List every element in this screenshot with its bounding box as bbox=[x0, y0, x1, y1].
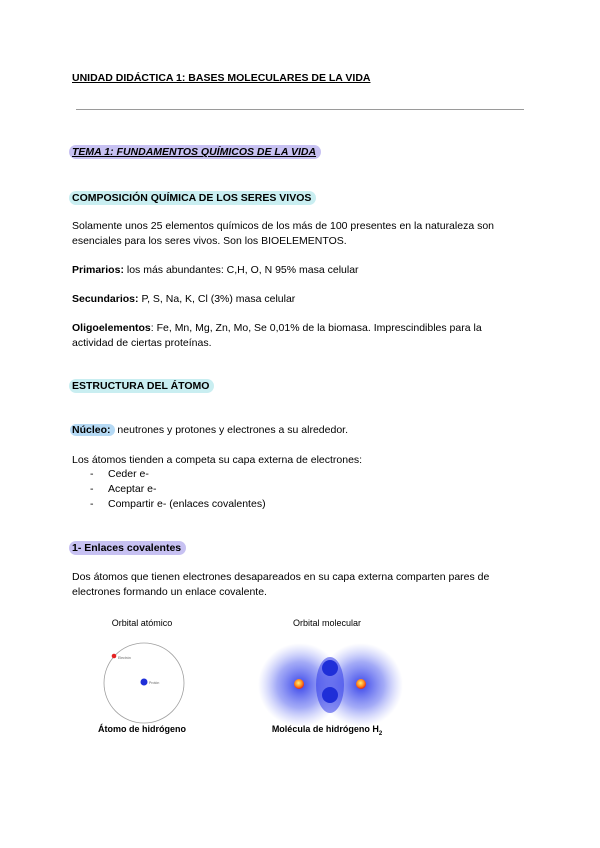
divider bbox=[76, 109, 524, 110]
right-caption-subscript: 2 bbox=[378, 731, 383, 737]
list-item: - Aceptar e- bbox=[72, 482, 528, 497]
enlaces-heading-text: 1- Enlaces covalentes bbox=[69, 541, 186, 555]
secundarios-paragraph bbox=[72, 292, 528, 307]
enlaces-line-2: electrones formando un enlace covalente. bbox=[72, 586, 267, 598]
nucleus-left bbox=[294, 679, 304, 689]
nucleo-text: neutrones y protones y electrones a su alrededor. bbox=[114, 424, 348, 436]
tema-title bbox=[72, 146, 321, 158]
intro-line-2: esenciales para los seres vivos. Son los BIOELEMENTOS. bbox=[72, 235, 347, 247]
unit-title: UNIDAD DIDÁCTICA 1: BASES MOLECULARES DE LA VIDA bbox=[72, 72, 371, 84]
right-caption bbox=[272, 724, 383, 737]
enlaces-line-1: Dos átomos que tienen electrones desapareados en su capa externa comparten pares de bbox=[72, 571, 490, 583]
shared-electron-cloud-top bbox=[322, 660, 338, 676]
list-item: - Compartir e- (enlaces covalentes) bbox=[72, 497, 528, 512]
nucleo-label: Núcleo: bbox=[70, 424, 115, 436]
left-caption: Átomo de hidrógeno bbox=[98, 724, 186, 734]
primarios-text: los más abundantes: C,H, O, N 95% masa celular bbox=[123, 264, 359, 276]
estructura-heading bbox=[72, 380, 214, 392]
secundarios-text: P, S, Na, K, Cl (3%) masa celular bbox=[138, 293, 296, 305]
intro-line-1: Solamente unos 25 elementos químicos de los más de 100 presentes en la naturaleza son bbox=[72, 220, 495, 232]
oligo-text-1: : Fe, Mn, Mg, Zn, Mo, Se 0,01% de la biomasa. Imprescindibles para la bbox=[150, 322, 482, 334]
right-caption-text: Molécula de hidrógeno H bbox=[271, 724, 379, 734]
nucleo-paragraph bbox=[72, 423, 528, 438]
electron-options-list bbox=[72, 467, 528, 512]
composicion-intro bbox=[72, 219, 528, 249]
primarios-label: Primarios: bbox=[72, 264, 124, 276]
right-title: Orbital molecular bbox=[292, 618, 362, 628]
tendency-paragraph: Los átomos tienden a competa su capa externa de electrones: bbox=[72, 454, 363, 466]
oligo-text-2: actividad de ciertas proteínas. bbox=[72, 337, 212, 349]
secundarios-label: Secundarios: bbox=[72, 293, 139, 305]
proton-dot bbox=[141, 679, 148, 686]
left-title: Orbital atómico bbox=[111, 618, 173, 628]
enlaces-paragraph bbox=[72, 570, 528, 600]
molecular-orbital-cloud bbox=[258, 643, 403, 727]
list-item: - Ceder e- bbox=[72, 467, 528, 482]
oligo-label: Oligoelementos bbox=[72, 322, 151, 334]
electron-dot bbox=[112, 654, 117, 659]
proton-label: Protón bbox=[149, 681, 160, 685]
oligoelementos-paragraph bbox=[72, 321, 528, 351]
tema-title-text: TEMA 1: FUNDAMENTOS QUÍMICOS DE LA VIDA bbox=[69, 145, 321, 159]
hydrogen-orbitals-figure bbox=[78, 612, 408, 744]
composicion-heading bbox=[72, 192, 316, 204]
estructura-heading-text: ESTRUCTURA DEL ÁTOMO bbox=[69, 379, 214, 393]
shared-electron-cloud-bottom bbox=[322, 687, 338, 703]
nucleus-right bbox=[356, 679, 366, 689]
electron-label: Electrón bbox=[118, 656, 131, 660]
composicion-heading-text: COMPOSICIÓN QUÍMICA DE LOS SERES VIVOS bbox=[69, 191, 316, 205]
primarios-paragraph bbox=[72, 263, 528, 278]
enlaces-heading bbox=[72, 542, 186, 554]
